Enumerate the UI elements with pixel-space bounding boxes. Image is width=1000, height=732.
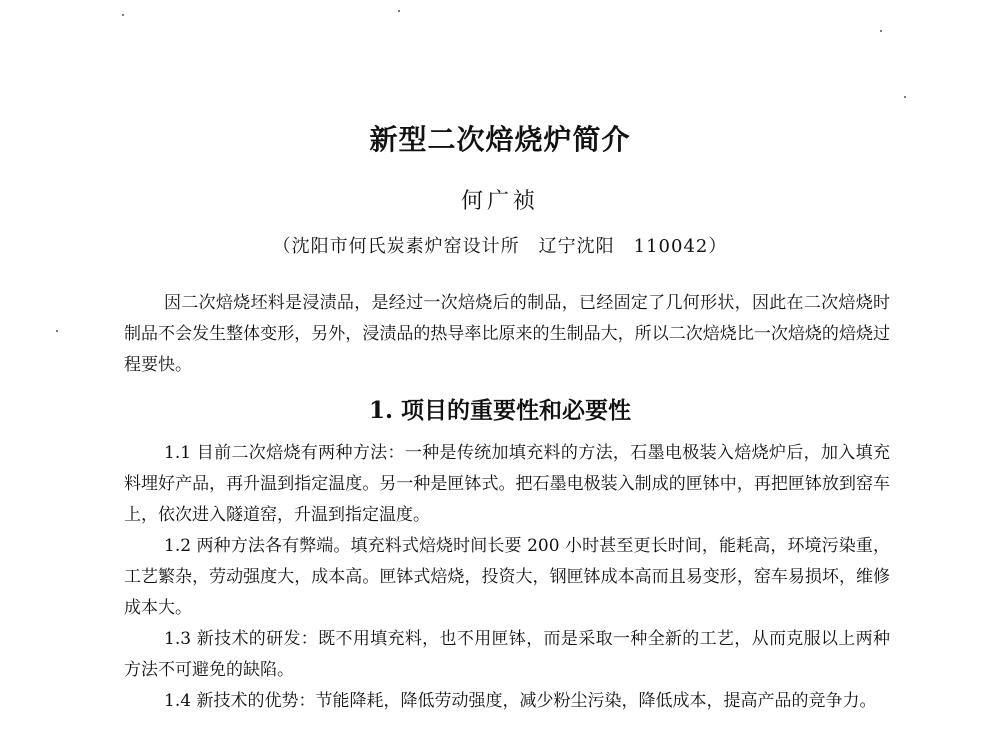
scan-speck	[122, 14, 124, 16]
paragraph-1-2: 1.2 两种方法各有弊端。填充料式焙烧时间长要 200 小时甚至更长时间，能耗高，环境污染重，工艺繁杂，劳动强度大，成本高。匣钵式焙烧，投资大，钢匣钵成本高而且易变形，窑车易损坏，维修成本大。	[124, 536, 890, 618]
paragraph-1-1: 1.1 目前二次焙烧有两种方法：一种是传统加填充料的方法，石墨电极装入焙烧炉后，加入填充料埋好产品，再升温到指定温度。另一种是匣钵式。把石墨电极装入制成的匣钵中，再把匣钵放到窑车上，依次进入隧道窑，升温到指定温度。	[124, 443, 890, 525]
scan-speck	[880, 30, 882, 32]
paragraph-1-3: 1.3 新技术的研发：既不用填充料，也不用匣钵，而是采取一种全新的工艺，从而克服以上两种方法不可避免的缺陷。	[124, 629, 890, 680]
author-affiliation: （沈阳市何氏炭素炉窑设计所 辽宁沈阳 110042）	[272, 236, 728, 257]
scan-speck	[904, 96, 906, 98]
section-1-heading: 1. 项目的重要性和必要性	[368, 397, 632, 424]
section-1-body	[124, 438, 890, 717]
paragraph-1-4: 1.4 新技术的优势：节能降耗，降低劳动强度，减少粉尘污染，降低成本，提高产品的竞争力。	[164, 691, 877, 711]
scan-speck	[398, 10, 400, 12]
document-title: 新型二次焙烧炉简介	[369, 123, 631, 156]
author-name: 何广祯	[460, 189, 539, 214]
intro-block	[124, 288, 890, 381]
intro-paragraph: 因二次焙烧坯料是浸渍品，是经过一次焙烧后的制品，已经固定了几何形状，因此在二次焙烧时制品不会发生整体变形，另外，浸渍品的热导率比原来的生制品大，所以二次焙烧比一次焙烧的焙烧过程要快。	[124, 293, 890, 375]
scan-speck	[56, 330, 58, 332]
